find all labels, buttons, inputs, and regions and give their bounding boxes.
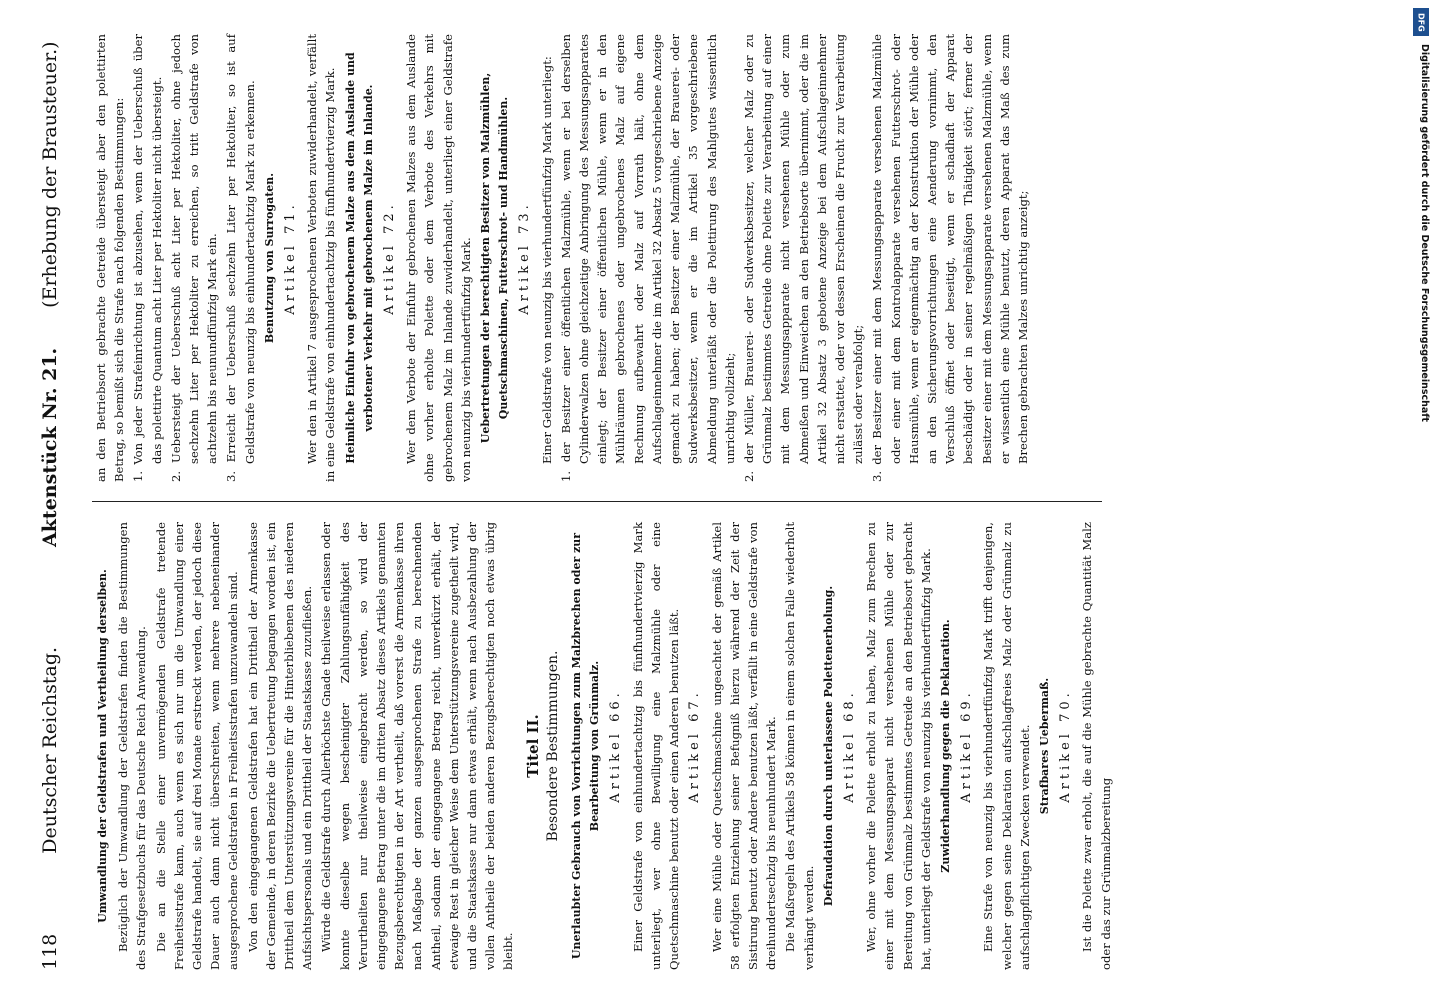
dfg-logo: DFG	[1413, 8, 1429, 36]
document-sheet	[30, 30, 1390, 970]
page-header	[30, 30, 70, 970]
section-heading: Umwandlung der Geldstrafen und Vertheilung derselben.	[96, 569, 109, 923]
paragraph: an den Betriebsort gebrachte Getreide übersteigt aber den polettirten Betrag, so bemißt sich die Strafe nach folgenden Bestimmungen:	[94, 34, 127, 482]
article-heading: Artikel 70.	[1058, 689, 1074, 803]
paragraph: Wer den in Artikel 7 ausgesprochenen Verboten zuwiderhandelt, verfällt in eine Geldstrafe von einhundertachtzig bis fünfhundertvierzig Mark.	[305, 34, 338, 482]
numbered-item: 2. Uebersteigt der Ueberschuß acht Liter per Hektoliter, ohne jedoch sechzehn Liter per Hektoliter zu erreichen, so tritt Geldstrafe von achtzehn bis neunundfünfzig Mark ein.	[168, 34, 220, 482]
numbered-item: 1. Von jeder Strafeinrichtung ist abzusehen, wenn der Ueberschuß über das polettirte Quantum acht Liter per Hektoliter nicht übersteigt.	[131, 34, 164, 482]
article-heading: Artikel 71.	[283, 201, 299, 315]
article-heading: Artikel 66.	[608, 689, 624, 803]
section-heading: Strafbares Uebermaß.	[1037, 677, 1051, 815]
section-heading: Benutzung von Surrogaten.	[262, 172, 276, 344]
paragraph: Eine Strafe von neunzig bis vierhundertfünfzig Mark trifft denjenigen, welcher gegen seine Deklaration aufschlagfreies Malz oder Grünmalz zu aufschlagpflichtigen Zwecken verwendet.	[981, 522, 1032, 970]
numbered-item: 3. Erreicht der Ueberschuß sechzehn Liter per Hektoliter, so ist auf Geldstrafe von neunzig bis einhundertachtzig Mark zu erkennen.	[224, 34, 257, 482]
right-column	[92, 34, 1033, 482]
digitization-note	[1416, 8, 1430, 648]
paragraph: Bezüglich der Umwandlung der Geldstrafen finden die Bestimmungen des Strafgesetzbuchs für das Deutsche Reich Anwendung.	[116, 522, 149, 970]
article-heading: Artikel 72.	[382, 201, 398, 315]
article-heading: Artikel 73.	[517, 201, 533, 315]
document-number: Aktenstück Nr. 21.	[39, 347, 61, 547]
section-heading: Heimliche Einfuhr von gebrochenem Malze aus dem Auslande und verbotener Verkehr mit gebrochenem Malze im Inlande.	[343, 52, 375, 464]
numbered-item: 1. der Besitzer einer öffentlichen Malzmühle, wenn er bei derselben Cylinderwalzen ohne gleichzeitige Anbringung des Messungsapparates einlegt; der Besitzer einer öffentlichen Mühle, wenn er in den Mühlräumen gebrochenes oder ungebrochenes Malz auf eigene Rechnung aufbewahrt oder Malz auf Vorrath hält, ohne dem Aufschlageinnehmer die im Artikel 32 Absatz 5 vorgeschriebene Anzeige gemacht zu haben; der Besitzer einer Malzmühle, der Brauerei- oder Sudwerksbesitzer, wenn er die im Artikel 35 vorgeschriebene Abmeldung unterläßt oder die Polettirung des Mahlgutes wissentlich unrichtig vollzieht;	[558, 34, 737, 482]
page-number: 118	[39, 933, 61, 970]
column-divider	[92, 501, 1102, 502]
section-heading: Defraudation durch unterlassene Polettenerholung.	[821, 585, 835, 907]
article-heading: Artikel 68.	[841, 689, 857, 803]
paragraph: Einer Geldstrafe von neunzig bis vierhundertfünfzig Mark unterliegt:	[539, 56, 554, 464]
title-heading: Titel II.	[523, 714, 542, 778]
paragraph: Wer eine Mühle oder Quetschmaschine ungeachtet der gemäß Artikel 58 erfolgten Entziehung seiner Befugniß hierzu während der Zeit der Sistirung benutzt oder Andere benutzen läßt, verfällt in eine Geldstrafe von dreihundertsechzig bis neunhundert Mark.	[709, 522, 779, 970]
publication-title: Deutscher Reichstag.	[39, 646, 61, 854]
numbered-item: 2. der Müller, Brauerei- oder Sudwerksbesitzer, welcher Malz oder zu Grünmalz bestimmtes Getreide ohne Polette zur Verarbeitung auf einer mit dem Messungsapparate nicht versehenen Mühle oder zum Abmeißen und Einweichen an den Betriebsorte übernimmt, oder die im Artikel 32 Absatz 3 gebotene Anzeige bei dem Aufschlageinnehmer nicht erstattet, oder vor dessen Erscheinen die Frucht zur Verarbeitung zulässt oder verabfolgt;	[741, 34, 866, 482]
article-heading: Artikel 67.	[687, 689, 703, 803]
article-heading: Artikel 69.	[959, 689, 975, 803]
subtitle-heading: Besondere Bestimmungen.	[544, 650, 561, 842]
paragraph: Ist die Polette zwar erholt, die auf die Mühle gebrachte Quantität Malz oder das zur Grünmalzbereitung	[1080, 522, 1113, 970]
paragraph: Wer dem Verbote der Einfuhr gebrochenen Malzes aus dem Auslande ohne vorher erholte Polette oder dem Verbote des Verkehrs mit gebrochenem Malz im Inlande zuwiderhandelt, unterliegt einer Geldstrafe von neunzig bis vierhundertfünfzig Mark.	[404, 34, 473, 482]
paragraph: Einer Geldstrafe von einhundertachtzig bis fünfhundertvierzig Mark unterliegt, wer ohne Bewilligung eine Malzmühle oder eine Quetschmaschine benutzt oder einen Anderen benutzen läßt.	[630, 522, 682, 970]
section-heading: Unerlaubter Gebrauch von Vorrichtungen zum Malzbrechen oder zur Bearbeitung von Grünmalz.	[570, 532, 602, 960]
document-topic: (Erhebung der Brausteuer.)	[39, 41, 61, 308]
digitization-note-text: Digitalisierung gefördert durch die Deutsche Forschungsgemeinschaft	[1419, 44, 1430, 422]
paragraph: Wer, ohne vorher die Polette erholt zu haben, Malz zum Brechen zu einer mit dem Messungsapparat nicht versehenen Mühle oder zur Bereitung von Grünmalz bestimmtes Getreide an den Betriebsort gebracht hat, unterliegt der Geldstrafe von neunzig bis vierhundertfünfzig Mark.	[864, 522, 933, 970]
section-heading: Zuwiderhandlung gegen die Deklaration.	[938, 619, 952, 873]
paragraph: Die Maßregeln des Artikels 58 können in einem solchen Falle wiederholt verhängt werden.	[783, 522, 816, 970]
numbered-item: 3. der Besitzer einer mit dem Messungsapparate versehenen Malzmühle oder einer mit dem Kontrolapparate versehenen Futterschrot- oder Hausmühle, wenn er eigenmächtig an der Konstruktion der Mühle oder an den Sicherungsvorrichtungen eine Aenderung vornimmt, den Verschluß öffnet oder beseitigt, wenn er schadhaft der Apparat beschädigt oder in seiner regelmäßigen Thätigkeit stört; ferner der Besitzer einer mit dem Messungsapparate versehenen Malzmühle, wenn er wissentlich eine Mühle benutzt, deren Apparat das Maß des zum Brechen gebrachten Malzes unrichtig anzeigt;	[870, 34, 1030, 482]
paragraph: Von den eingegangenen Geldstrafen hat ein Drittheil der Armenkasse der Gemeinde, in deren Bezirke die Uebertretung begangen worden ist, ein Drittheil dem Unterstützungsvereine für die Hinterbliebenen des niederen Aufsichtspersonals und ein Drittheil der Staatskasse zuzufließen.	[245, 522, 315, 970]
paragraph: Würde die Geldstrafe durch Allerhöchste Gnade theilweise erlassen oder konnte dieselbe wegen bescheinigter Zahlungsunfähigkeit des Verurtheilten nur theilweise eingebracht werden, so wird der eingegangene Betrag unter die im dritten Absatz dieses Artikels genannten Bezugsberechtigten in der Art vertheilt, daß vorerst die Armenkasse ihren nach Maßgabe der ganzen ausgesprochenen Strafe zu berechnenden Antheil, sodann der eingegangene Betrag reicht, unverkürzt erhält, der etwaige Rest in gleicher Weise dem Unterstützungsvereine zugetheilt wird, und die Staatskasse nur dann etwas erhält, wenn nach Ausbezahlung der vollen Antheile der beiden anderen Bezugsberechtigten noch etwas übrig bleibt.	[319, 522, 516, 970]
section-heading: Uebertretungen der berechtigten Besitzer von Malzmühlen, Quetschmaschinen, Futterschrot- und Handmühlen.	[479, 72, 511, 444]
paragraph: Die an die Stelle einer unvermögenden Geldstrafe tretende Freiheitsstrafe kann, auch wenn es sich nur um die Umwandlung einer Geldstrafe handelt, sie auf drei Monate erstreckt werden, der jedoch diese Dauer auch dann nicht überschreiten, wenn mehrere nebeneinander ausgesprochene Geldstrafen in Freiheitsstrafen umzuwandeln sind.	[153, 522, 241, 970]
left-column	[92, 522, 1116, 970]
